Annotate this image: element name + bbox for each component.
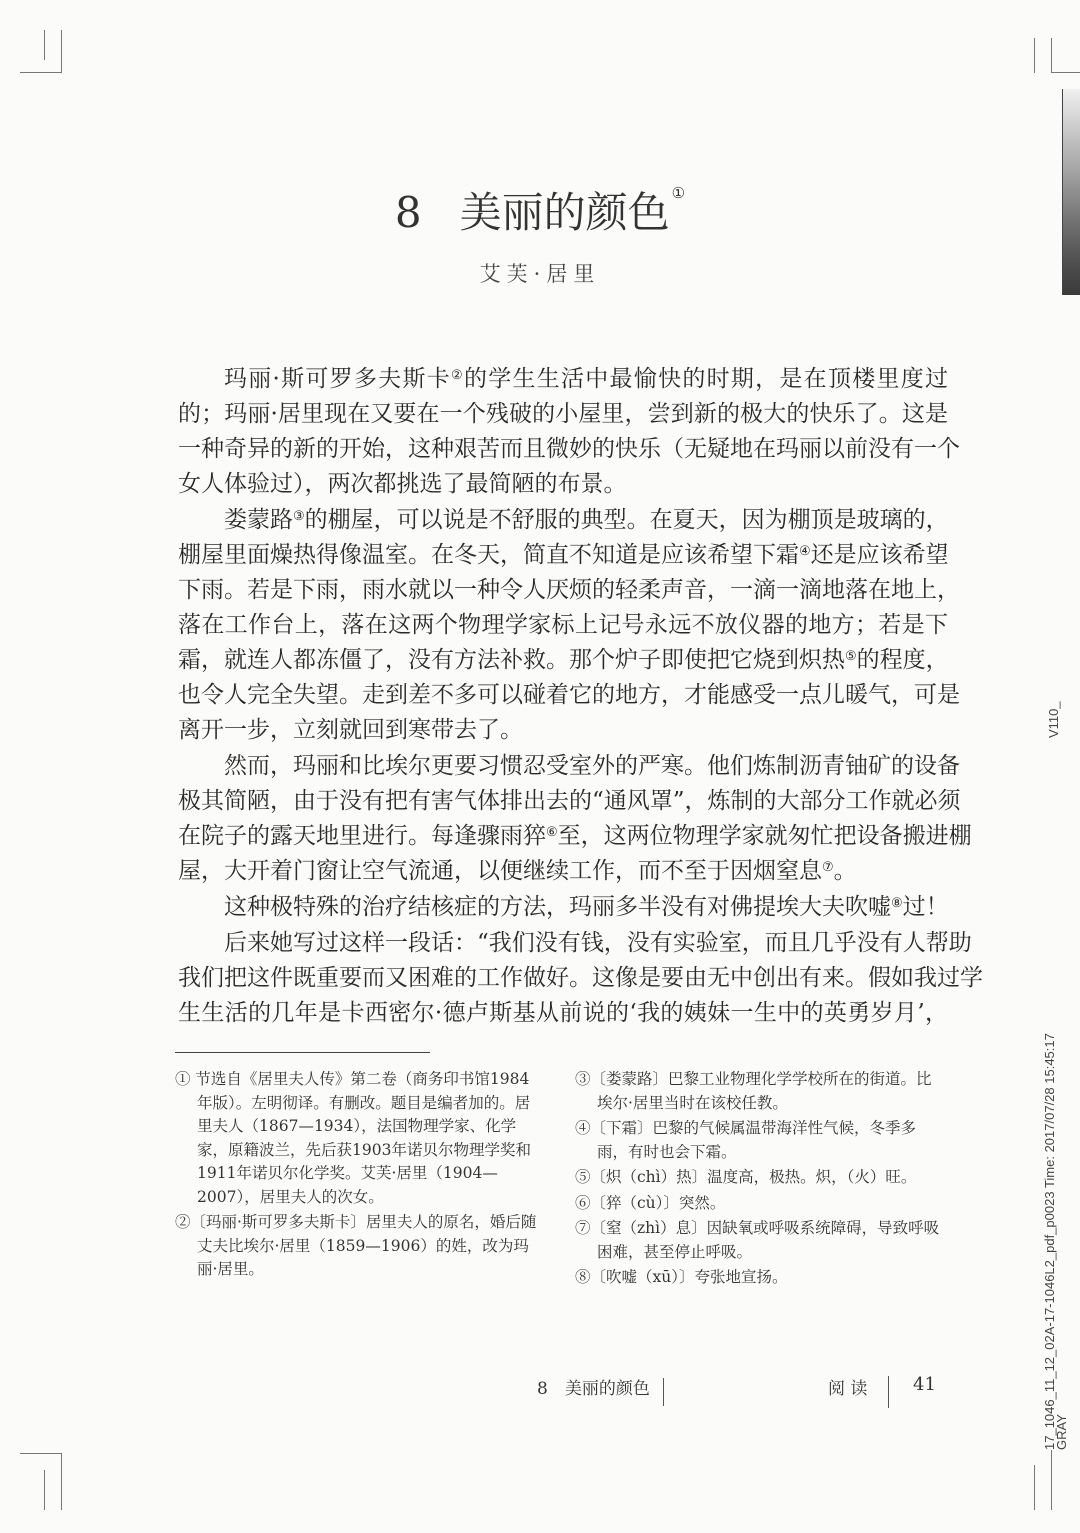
- lesson-title: [0, 180, 1080, 240]
- footnote: ③〔娄蒙路〕巴黎工业物理化学学校所在的街道。比埃尔·居里当时在该校任教。: [575, 1070, 932, 1112]
- text-line: 一种奇异的新的开始，这种艰苦而且微妙的快乐（无疑地在玛丽以前没有一个: [178, 436, 960, 462]
- text-line: 下雨。若是下雨，雨水就以一种令人厌烦的轻柔声音，一滴一滴地落在地上，: [178, 577, 960, 603]
- crop-mark: [1051, 38, 1052, 72]
- text-line: 的；玛丽·居里现在又要在一个残破的小屋里，尝到新的极大的快乐了。这是: [178, 401, 948, 427]
- footnote-mark: ③: [293, 509, 305, 524]
- margin-gray-label: GRAY: [1054, 1414, 1069, 1450]
- lesson-title-text: 美丽的颜色: [459, 188, 670, 237]
- paragraph: [178, 926, 983, 1031]
- footnote: ⑤〔炽（chì）热〕温度高，极热。炽，（火）旺。: [575, 1168, 917, 1186]
- crop-mark: [1051, 1450, 1052, 1510]
- text-line: 后来她写过这样一段话：“我们没有钱，没有实验室，而且几乎没有人帮助: [224, 930, 972, 956]
- crop-mark: [61, 30, 62, 72]
- page-number: 41: [913, 1374, 936, 1395]
- crop-mark: [44, 30, 45, 60]
- footnote-mark: ⑧: [891, 896, 903, 911]
- footnote: ④〔下霜〕巴黎的气候属温带海洋性气候，冬季多雨，有时也会下霜。: [575, 1119, 917, 1161]
- text-line: 棚屋里面燥热得像温室。在冬天，简直不知道是应该希望下霜④还是应该希望: [178, 542, 949, 568]
- text-line: 然而，玛丽和比埃尔更要习惯忍受室外的严寒。他们炼制沥青铀矿的设备: [224, 753, 960, 779]
- text-line: 落在工作台上，落在这两个物理学家标上记号永远不放仪器的地方；若是下: [178, 612, 948, 638]
- text-line: 娄蒙路③的棚屋，可以说是不舒服的典型。在夏天，因为棚顶是玻璃的，: [224, 507, 949, 533]
- crop-mark: [1034, 38, 1035, 73]
- footnote: ⑦〔窒（zhì）息〕因缺氧或呼吸系统障碍，导致呼吸困难，甚至停止呼吸。: [575, 1219, 940, 1261]
- text-line: 女人体验过），两次都挑选了最简陋的布景。: [178, 471, 627, 497]
- footer-section: 阅 读: [828, 1379, 868, 1399]
- crop-mark: [1034, 1465, 1035, 1510]
- text-line: 屋，大开着门窗让空气流通，以便继续工作，而不至于因烟窒息⑦。: [178, 858, 857, 884]
- margin-code-v110: V110_: [1046, 701, 1061, 738]
- margin-print-info: 17_1046_11_12_02A-17-1046L2_pdf_p0023 Time: 2017/07/28 15:45:17: [1042, 1033, 1057, 1450]
- footnote: ⑧〔吹嘘（xū）〕夸张地宣扬。: [575, 1268, 788, 1286]
- footnotes-right: [575, 1068, 945, 1292]
- text-line: 在院子的露天地里进行。每逢骤雨猝⑥至，这两位物理学家就匆忙把设备搬进棚: [178, 823, 972, 849]
- footnote-divider: [175, 1052, 430, 1053]
- lesson-number: 8: [394, 188, 422, 237]
- text-line: 离开一步，立刻就回到寒带去了。: [178, 717, 523, 743]
- paragraph: [178, 362, 960, 502]
- footer-divider: [663, 1378, 664, 1406]
- footnote: ⑥〔猝（cù）〕突然。: [575, 1193, 726, 1212]
- crop-mark: [20, 1453, 62, 1454]
- text-line: 这种极特殊的治疗结核症的方法，玛丽多半没有对佛提埃大夫吹嘘⑧过！: [224, 894, 949, 920]
- text-line: 玛丽·斯可罗多夫斯卡②的学生生活中最愉快的时期，是在顶楼里度过: [224, 366, 949, 392]
- paragraph: [178, 503, 960, 748]
- footnote: ②〔玛丽·斯可罗多夫斯卡〕居里夫人的原名，婚后随丈夫比埃尔·居里（1859—1906）的姓，改为玛丽·居里。: [175, 1213, 537, 1278]
- footnotes-left: [175, 1068, 537, 1284]
- footer-divider: [888, 1376, 889, 1408]
- paragraph: [178, 749, 972, 889]
- footnote-mark: ⑤: [845, 649, 857, 664]
- footnote-mark: ④: [799, 544, 811, 559]
- footer-chapter: 8 美丽的颜色: [537, 1379, 650, 1399]
- footnote-mark: ⑥: [546, 825, 558, 840]
- crop-mark: [61, 1453, 62, 1510]
- text-line: 我们把这件既重要而又困难的工作做好。这像是要由无中创出有来。假如我过学: [178, 965, 983, 991]
- footnote-mark: ②: [451, 368, 464, 383]
- text-line: 也令人完全失望。走到差不多可以碰着它的地方，才能感受一点儿暖气，可是: [178, 682, 960, 708]
- author: 艾芙·居里: [479, 262, 601, 286]
- paragraph: [178, 890, 948, 925]
- crop-mark: [1051, 72, 1080, 73]
- footnote-mark: ⑦: [822, 860, 834, 875]
- crop-mark: [44, 1470, 45, 1510]
- body-text: [178, 362, 983, 1032]
- text-line: 霜，就连人都冻僵了，没有方法补救。那个炉子即使把它烧到炽热⑤的程度，: [178, 647, 949, 673]
- footnote: ① 节选自《居里夫人传》第二卷（商务印书馆1984年版）。左明彻译。有删改。题目是编者加的。居里夫人（1867—1934），法国物理学家、化学家，原籍波兰，先后获1903年诺贝尔物理学奖和1911年诺贝尔化学奖。艾芙·居里（1904—2007），居里夫人的次女。: [175, 1070, 531, 1206]
- text-line: 极其简陋，由于没有把有害气体排出去的“通风罩”，炼制的大部分工作就必须: [178, 788, 961, 814]
- crop-mark: [20, 72, 62, 73]
- title-footnote-mark: ①: [671, 184, 686, 202]
- text-line: 生生活的几年是卡西密尔·德卢斯基从前说的‘我的姨妹一生中的英勇岁月’，: [178, 1000, 948, 1026]
